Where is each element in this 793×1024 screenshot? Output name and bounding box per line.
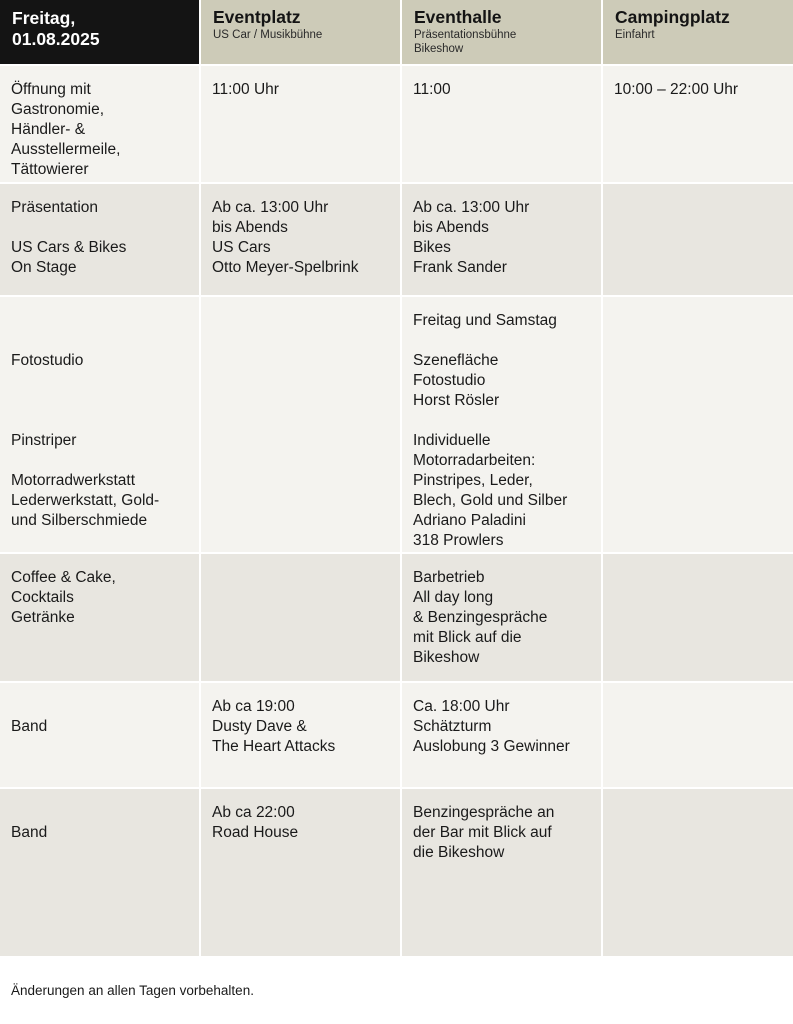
column-title: Eventplatz [213,7,301,27]
cell-campingplatz [603,297,793,552]
cell-campingplatz [603,184,793,295]
row-label: Präsentation US Cars & Bikes On Stage [0,184,199,295]
cell-eventplatz: Ab ca 19:00 Dusty Dave & The Heart Attacks [201,683,400,787]
column-header-campingplatz [603,0,793,64]
cell-eventhalle: Barbetrieb All day long & Benzingespräche mit Blick auf die Bikeshow [402,554,601,681]
column-title: Eventhalle [414,7,502,27]
cell-eventhalle: 11:00 [402,66,601,182]
cell-eventplatz: 11:00 Uhr [201,66,400,182]
cell-campingplatz [603,789,793,956]
cell-campingplatz [603,554,793,681]
column-subtitle: Präsentationsbühne Bikeshow [414,29,517,55]
cell-eventplatz: Ab ca 22:00 Road House [201,789,400,956]
column-header-eventhalle [402,0,601,64]
cell-eventhalle: Benzingespräche an der Bar mit Blick auf die Bikeshow [402,789,601,956]
cell-eventplatz: Ab ca. 13:00 Uhr bis Abends US Cars Otto Meyer-Spelbrink [201,184,400,295]
cell-eventhalle: Ca. 18:00 Uhr Schätzturm Auslobung 3 Gewinner [402,683,601,787]
row-label: Fotostudio Pinstriper Motorradwerkstatt Lederwerkstatt, Gold- und Silberschmiede [0,297,199,552]
column-subtitle: Einfahrt [615,29,655,41]
footnote: Änderungen an allen Tagen vorbehalten. [11,983,254,998]
cell-eventhalle: Ab ca. 13:00 Uhr bis Abends Bikes Frank Sander [402,184,601,295]
day-header: Freitag, 01.08.2025 [0,0,199,64]
column-header-eventplatz [201,0,400,64]
row-label: Band [0,789,199,956]
row-label: Öffnung mit Gastronomie, Händler- & Ausstellermeile, Tättowierer [0,66,199,182]
cell-campingplatz [603,683,793,787]
cell-eventhalle: Freitag und Samstag Szenefläche Fotostudio Horst Rösler Individuelle Motorradarbeiten: Pinstripes, Leder, Blech, Gold und Silber Adriano Paladini 318 Prowlers [402,297,601,552]
cell-campingplatz: 10:00 – 22:00 Uhr [603,66,793,182]
cell-eventplatz [201,554,400,681]
row-label: Coffee & Cake, Cocktails Getränke [0,554,199,681]
column-subtitle: US Car / Musikbühne [213,29,323,41]
column-title: Campingplatz [615,7,730,27]
cell-eventplatz [201,297,400,552]
row-label: Band [0,683,199,787]
